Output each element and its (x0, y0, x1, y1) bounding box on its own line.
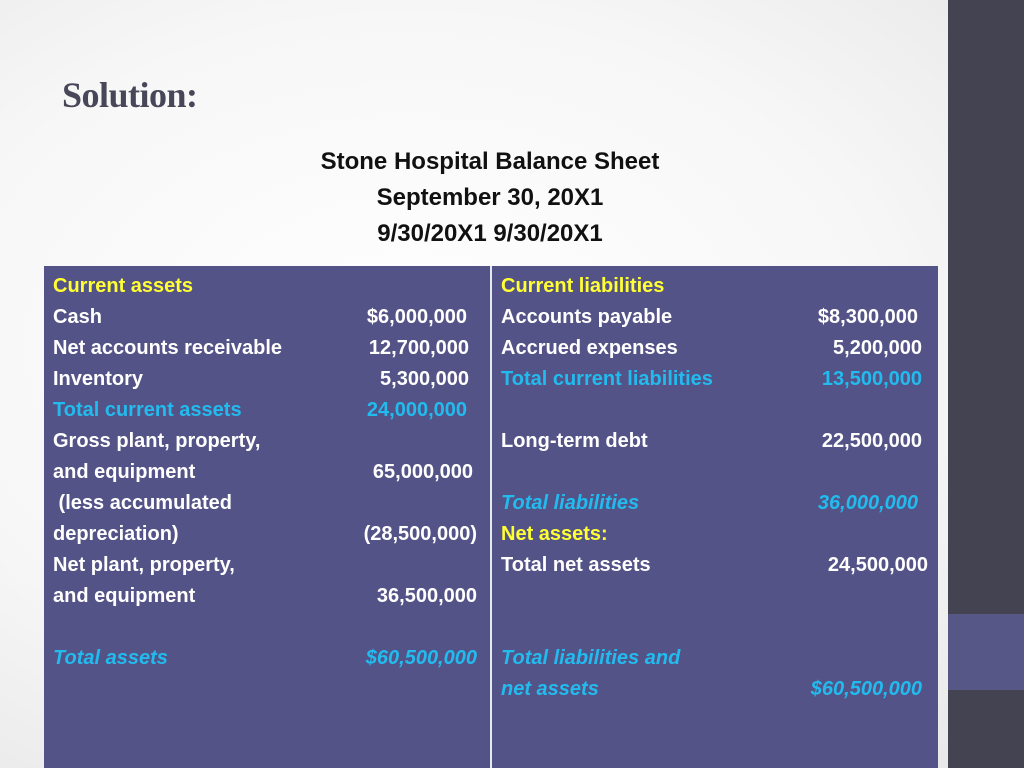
total-liabilities-net-assets-row-2 (501, 674, 928, 705)
total-assets-value: $60,500,000 (365, 647, 477, 669)
accum-dep-row-1 (53, 488, 477, 519)
total-assets-label: Total assets (53, 647, 168, 669)
total-current-liabilities-row (501, 364, 928, 395)
total-net-assets-value: 24,500,000 (827, 554, 928, 576)
balance-sheet-table (44, 266, 938, 768)
total-current-assets-row (53, 395, 477, 426)
net-ppe-row-1 (53, 550, 477, 581)
accrued-value: 5,200,000 (833, 337, 922, 359)
inventory-label: Inventory (53, 368, 144, 390)
cash-value: $6,000,000 (366, 306, 467, 328)
accum-dep-row-2 (53, 519, 477, 550)
receivable-label: Net accounts receivable (53, 337, 282, 359)
gross-ppe-value: 65,000,000 (372, 461, 473, 483)
sidebar-accent-block (948, 614, 1024, 690)
column-divider (490, 266, 492, 768)
net-ppe-row-2 (53, 581, 477, 612)
payable-label: Accounts payable (501, 306, 673, 328)
long-term-debt-value: 22,500,000 (821, 430, 922, 452)
total-liabilities-row (501, 488, 928, 519)
gross-ppe-label-2: and equipment (53, 461, 196, 483)
total-current-assets-label: Total current assets (53, 399, 242, 421)
accum-dep-value: (28,500,000) (363, 523, 477, 545)
inventory-value: 5,300,000 (380, 368, 469, 390)
inventory-row (53, 364, 477, 395)
total-current-liabilities-label: Total current liabilities (501, 368, 713, 390)
receivable-row (53, 333, 477, 364)
total-liabilities-net-assets-row-1 (501, 643, 928, 674)
net-ppe-label-1: Net plant, property, (53, 554, 235, 576)
current-assets-header: Current assets (53, 275, 194, 297)
total-liabilities-net-assets-label-2: net assets (501, 678, 599, 700)
total-net-assets-label: Total net assets (501, 554, 651, 576)
total-liabilities-value: 36,000,000 (817, 492, 918, 514)
balance-sheet-title (290, 144, 690, 252)
long-term-debt-label: Long-term debt (501, 430, 648, 452)
net-ppe-label-2: and equipment (53, 585, 196, 607)
gross-ppe-row-2 (53, 457, 477, 488)
payable-value: $8,300,000 (817, 306, 918, 328)
gross-ppe-row-1 (53, 426, 477, 457)
cash-label: Cash (53, 306, 102, 328)
total-assets-row (53, 643, 477, 674)
accum-dep-label-2: depreciation) (53, 523, 179, 545)
total-liabilities-net-assets-label-1: Total liabilities and (501, 647, 681, 669)
total-liabilities-label: Total liabilities (501, 492, 640, 514)
receivable-value: 12,700,000 (368, 337, 469, 359)
title-line-2: September 30, 20X1 (376, 184, 604, 211)
total-current-liabilities-value: 13,500,000 (821, 368, 922, 390)
payable-row (501, 302, 928, 333)
accrued-label: Accrued expenses (501, 337, 678, 359)
total-net-assets-row (501, 550, 928, 581)
long-term-debt-row (501, 426, 928, 457)
current-liabilities-header: Current liabilities (501, 275, 665, 297)
gross-ppe-label-1: Gross plant, property, (53, 430, 261, 452)
title-line-1: Stone Hospital Balance Sheet (320, 148, 660, 175)
cash-row (53, 302, 477, 333)
total-liabilities-net-assets-value: $60,500,000 (810, 678, 922, 700)
title-line-3: 9/30/20X1 9/30/20X1 (377, 220, 603, 247)
net-assets-header: Net assets: (501, 523, 608, 545)
accum-dep-label-1: (less accumulated (53, 492, 232, 514)
accrued-row (501, 333, 928, 364)
slide-heading: Solution: (62, 75, 198, 115)
total-current-assets-value: 24,000,000 (366, 399, 467, 421)
net-ppe-value: 36,500,000 (376, 585, 477, 607)
